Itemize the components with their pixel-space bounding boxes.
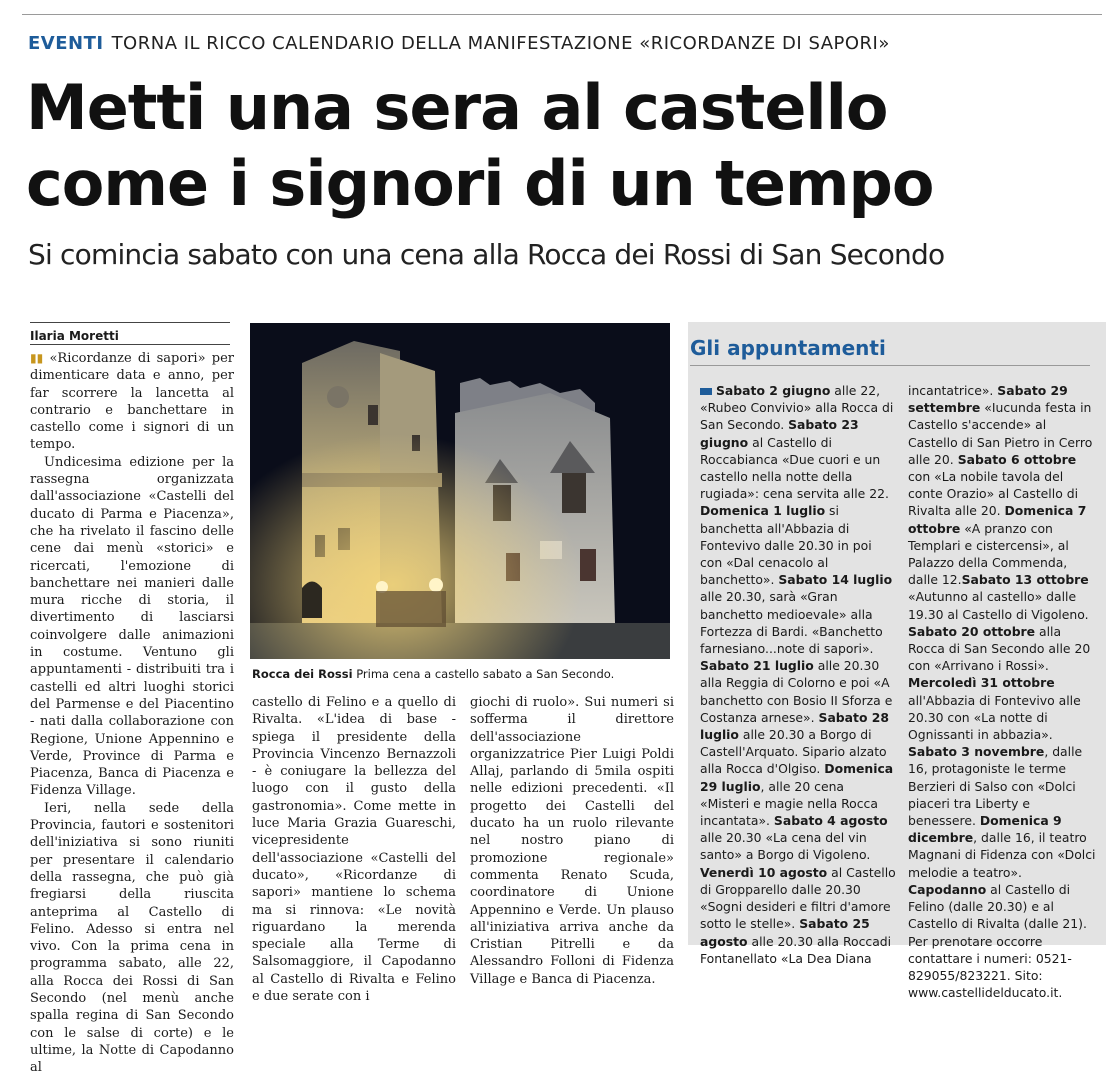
event-date: Capodanno: [908, 881, 987, 897]
top-rule: [22, 14, 1102, 15]
event-date: Sabato 2 giugno: [716, 383, 831, 398]
event-date: Sabato 3 novembre: [908, 744, 1045, 760]
event-text: si banchetta all'Abbazia di Fontevivo dalle 20.30 in poi con «Dal cenacolo al banchetto».: [700, 503, 872, 588]
list-marker-icon: [700, 388, 712, 395]
paragraph-2: Undicesima edizione per la rassegna organizzata dall'associazione «Castelli del ducato di Parma e Piacenza», che ha rivelato il fascino delle cene dai menù «storici» e ricercati, l'emozione di banchettare nei manieri dalle mura ricche di storia, il divertimento di lasciarsi coinvolgere dalle animazioni in costume. Ventuno gli appuntamenti - distribuiti tra i castelli ed altri luoghi storici del Parmense e del Piacentino - nati dalla collaborazione con Regione, Unione Appennino e Verde, Province di Parma e Piacenza, Banca di Piacenza e Fidenza Village.: [30, 454, 234, 799]
events-list-left: [700, 382, 896, 966]
event-date: Sabato 4 agosto: [773, 813, 888, 829]
event-text: , alle 20 cena «Misteri e magie nella Rocca incantata».: [700, 778, 878, 829]
event-text: «Autunno al castello» dalle 19.30 al Castello di Vigoleno.: [908, 589, 1089, 622]
event-date: Venerdì 10 agosto: [700, 864, 828, 880]
event-date: Sabato 20 ottobre: [908, 623, 1036, 639]
event-text: , dalle 16, il teatro Magnani di Fidenza con «Dolci melodie a teatro».: [908, 830, 1096, 880]
event-text: alle 22, «Rubeo Convivio» alla Rocca di San Secondo.: [700, 383, 894, 433]
author-rule-bottom: [30, 344, 230, 345]
event-date: Domenica 1 luglio: [700, 503, 826, 519]
kicker: [28, 33, 890, 54]
headline: [26, 70, 933, 222]
article-column-1: [30, 350, 234, 1076]
paragraph-3: Ieri, nella sede della Provincia, fautori e sostenitori dell'iniziativa si sono riuniti per presentare il calendario della rassegna, che può già fregiarsi della riuscita anteprima al Castello di Felino. Adesso si entra nel vivo. Con la prima cena in programma sabato, alle 22, alla Rocca dei Rossi di San Secondo (nel menù anche spalla regina di San Secondo con le salse di corte) e le ultime, la Notte di Capodanno al: [30, 800, 234, 1076]
event-text: , dalle 16, protagoniste le terme Berzieri di Salso con «Dolci piaceri tra Liberty e benessere.: [908, 744, 1083, 829]
event-text: incantatrice».: [908, 383, 998, 398]
article-column-3: [470, 694, 674, 987]
lead-bullet-icon: ▮▮: [30, 351, 44, 365]
event-text: «A pranzo con Templari e cistercensi», al Palazzo della Commenda, dalle 12.: [908, 520, 1069, 588]
event-text: al Castello di Gropparello dalle 20.30 «Sogni desideri e filtri d'amore sotto le stelle».: [700, 864, 896, 932]
event-text: alle 20.30 a Borgo di Castell'Arquato. Sipario alzato alla Rocca d'Olgiso.: [700, 727, 887, 777]
event-date: Sabato 28 luglio: [700, 709, 890, 743]
author-rule: [30, 322, 230, 323]
column-2-text: castello di Felino e a quello di Rivalta. «L'idea di base - spiega il presidente della Provincia Vincenzo Bernazzoli - è coniugare la bellezza del luogo con il gusto della gastronomia». Come mette in luce Maria Grazia Guareschi, vicepresidente dell'associazione «Castelli del ducato», «Ricordanze di sapori» mantiene lo schema ma si rinnova: «Le novità riguardano la merenda speciale alla Terme di Salsomaggiore, il Capodanno al Castello di Rivalta e Felino e due serate con i: [252, 695, 456, 1005]
caption-title: Rocca dei Rossi: [252, 667, 353, 681]
castle-illustration: [250, 323, 670, 659]
event-date: Domenica 9 dicembre: [908, 813, 1062, 846]
event-text: alle 20.30 alla Roccadi Fontanellato «La Dea Diana: [700, 933, 892, 966]
event-date: Domenica 7 ottobre: [908, 503, 1087, 536]
events-box-rule: [690, 365, 1090, 366]
headline-line-2: come i signori di un tempo: [26, 147, 934, 220]
event-date: Sabato 6 ottobre: [957, 451, 1077, 467]
event-date: Sabato 21 luglio: [700, 658, 814, 674]
column-3-text: giochi di ruolo». Sui numeri si sofferma il direttore dell'associazione organizzatrice Pier Luigi Poldi Allaj, parlando di 5mila ospiti nelle edizioni precedenti. «Il progetto dei Castelli del ducato ha un ruolo rilevante nel nostro piano di promozione regionale» commenta Renato Scuda, coordinatore di Unione Appennino e Verde. Un plauso all'iniziativa arriva anche da Cristian Pitrelli e da Alessandro Folloni di Fidenza Village e Banca di Piacenza.: [470, 695, 674, 987]
event-text: alle 20.30 «La cena del vin santo» a Borgo di Vigoleno.: [700, 830, 871, 863]
events-list-right: [908, 382, 1098, 1001]
section-tag: EVENTI: [28, 33, 104, 54]
event-date: Sabato 25 agosto: [700, 916, 870, 949]
headline-line-1: Metti una sera al castello: [26, 71, 888, 144]
castle-photo: [250, 323, 670, 659]
event-text: alle 20.30 alla Reggia di Colorno e poi «A banchetto con Bosio II Sforza e Costanza arnese».: [700, 658, 893, 725]
event-text: al Castello di Roccabianca «Due cuori e un castello nella notte della rugiada»: cena servita alle 22.: [700, 434, 889, 502]
event-text: «Iucunda festa in Castello s'accende» al Castello di San Pietro in Cerro alle 20.: [908, 400, 1093, 467]
event-date: Sabato 29 settembre: [908, 383, 1068, 416]
event-text: alla Rocca di San Secondo alle 20 con «Arrivano i Rossi».: [908, 623, 1091, 674]
event-text: al Castello di Felino (dalle 20.30) e al Castello di Rivalta (dalle 21). Per prenotare occorre contattare i numeri: 0521-829055/823221. Sito: www.castellidelducato.it.: [908, 881, 1087, 1001]
caption-text: Prima cena a castello sabato a San Secondo.: [356, 667, 615, 681]
event-date: Sabato 14 luglio: [778, 572, 893, 588]
event-date: Mercoledì 31 ottobre: [908, 675, 1055, 691]
kicker-text: TORNA IL RICCO CALENDARIO DELLA MANIFESTAZIONE «RICORDANZE DI SAPORI»: [111, 33, 890, 54]
events-box-title: Gli appuntamenti: [690, 336, 886, 360]
event-text: all'Abbazia di Fontevivo alle 20.30 con «La notte di Ognissanti in abbazia».: [908, 692, 1081, 743]
paragraph-1: «Ricordanze di sapori» per dimenticare data e anno, per far scorrere la lancetta al contrario e banchettare in castello come i signori di un tempo.: [30, 351, 234, 453]
subtitle: Si comincia sabato con una cena alla Rocca dei Rossi di San Secondo: [28, 238, 945, 271]
event-date: Sabato 13 ottobre: [961, 572, 1089, 588]
event-date: Sabato 23 giugno: [700, 417, 859, 450]
article-column-2: [252, 694, 456, 1005]
event-text: alle 20.30, sarà «Gran banchetto medioevale» alla Fortezza di Bardi. «Banchetto farnesiano...note di sapori».: [700, 589, 883, 657]
photo-caption: [252, 667, 614, 681]
event-text: con «La nobile tavola del conte Orazio» al Castello di Rivalta alle 20.: [908, 469, 1079, 519]
event-date: Domenica 29 luglio: [700, 761, 894, 794]
author: Ilaria Moretti: [30, 329, 119, 343]
